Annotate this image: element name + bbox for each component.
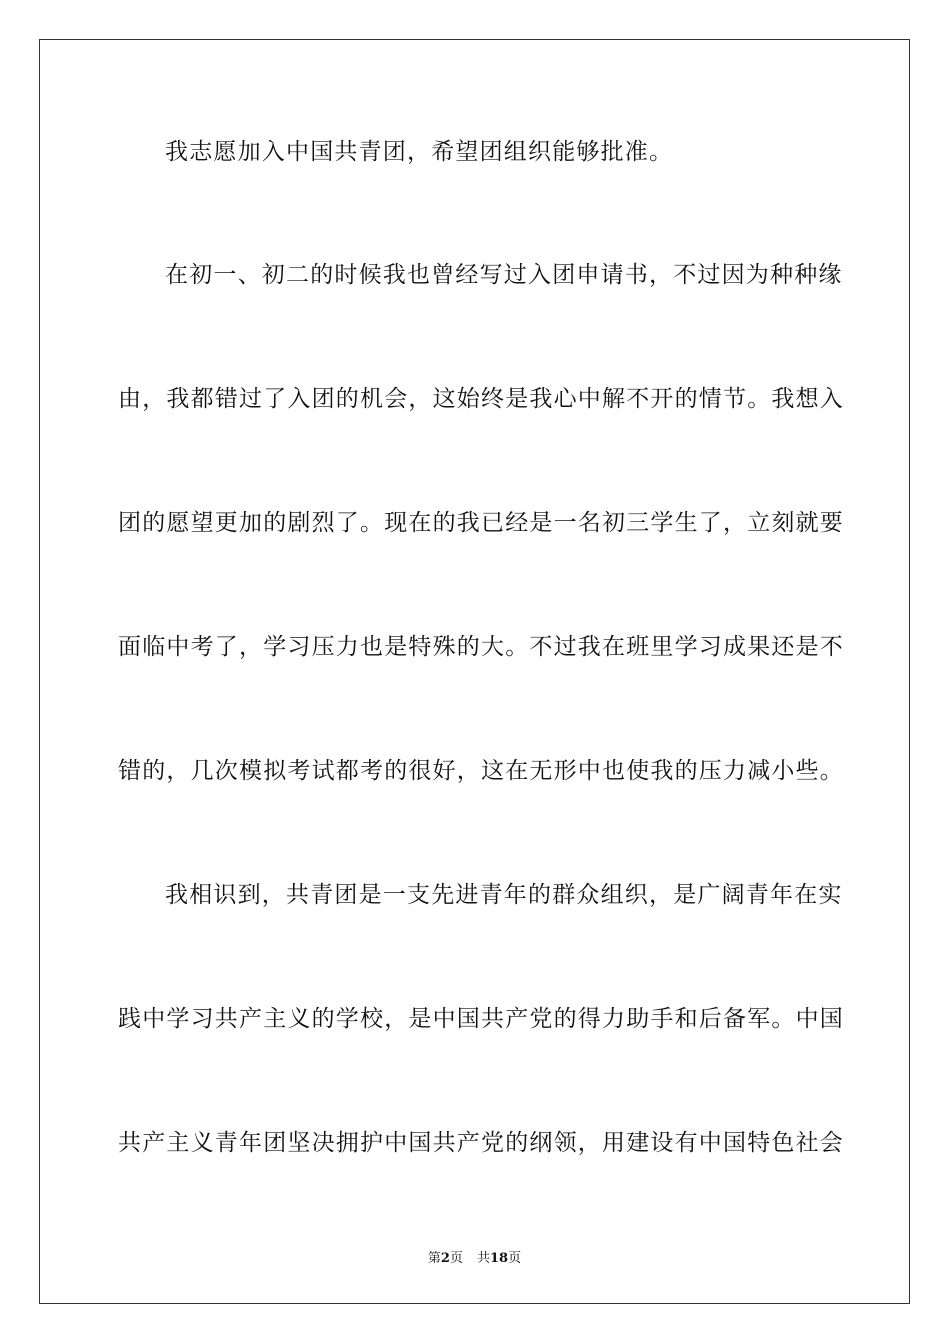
paragraph-line-5: 面临中考了，学习压力也是特殊的大。不过我在班里学习成果还是不 — [118, 634, 844, 660]
paragraph-line-1: 我志愿加入中国共青团，希望团组织能够批准。 — [165, 139, 674, 165]
paragraph-line-2: 在初一、初二的时候我也曾经写过入团申请书，不过因为种种缘 — [165, 262, 843, 288]
footer-page-number: 2 — [440, 1251, 450, 1266]
document-page — [39, 39, 910, 1304]
paragraph-line-8: 践中学习共产主义的学校，是中国共产党的得力助手和后备军。中国 — [118, 1006, 844, 1032]
footer-total-pages: 18 — [489, 1251, 509, 1266]
footer-total-suffix: 页 — [508, 1251, 522, 1266]
paragraph-line-9: 共产主义青年团坚决拥护中国共产党的纲领，用建设有中国特色社会 — [118, 1130, 844, 1156]
paragraph-line-7: 我相识到，共青团是一支先进青年的群众组织，是广阔青年在实 — [165, 882, 843, 908]
footer-total-prefix: 共 — [476, 1251, 490, 1266]
paragraph-line-4: 团的愿望更加的剧烈了。现在的我已经是一名初三学生了，立刻就要 — [118, 510, 844, 536]
page-footer — [40, 1247, 909, 1266]
footer-page-prefix: 第 — [427, 1251, 441, 1266]
paragraph-line-6: 错的，几次模拟考试都考的很好，这在无形中也使我的压力减小些。 — [118, 758, 844, 784]
paragraph-line-3: 由，我都错过了入团的机会，这始终是我心中解不开的情节。我想入 — [118, 386, 844, 412]
footer-page-suffix: 页 — [449, 1251, 463, 1266]
